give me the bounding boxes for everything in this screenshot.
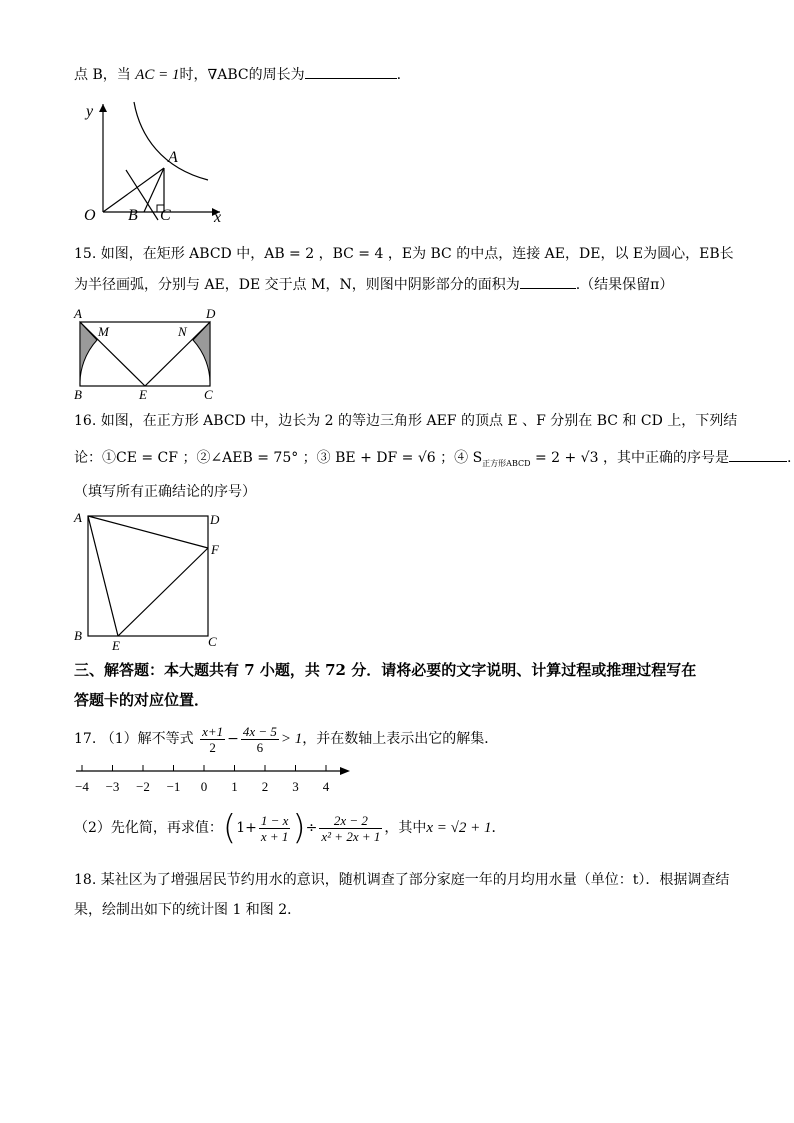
q15-figure [72,302,222,402]
y-axis-arrow [99,104,107,112]
label-A: A [74,306,82,321]
number-line-tick-label: 1 [231,779,238,794]
number-line [70,760,360,796]
q15-line1: 15. 如图，在矩形 ABCD 中，AB = 2 ，BC = 4 ，E为 BC 的中点，连接 AE，DE，以 E为圆心，EB长 [74,246,734,262]
q17-part2-end: ． [491,820,506,836]
q14-answer-blank [305,64,397,79]
fraction-1 [200,724,225,755]
q14-mid: 时，∇ABC的周长为 [179,67,305,83]
label-A: A [74,510,82,525]
q17-part2-mid: ，其中 [384,820,427,836]
q14-prefix: 点 B，当 [74,67,131,83]
q15-answer-blank [520,274,576,289]
fraction-2-den: 6 [256,739,264,755]
q16-line2-end: . [786,450,792,466]
label-F: F [211,542,219,557]
fraction-4-num: 2x − 2 [319,813,382,829]
segment-AE [88,516,118,636]
q17-part2-prefix: （2）先化简，再求值： [74,820,223,836]
fraction-4 [319,813,382,844]
q17-part1-suffix: ，并在数轴上表示出它的解集． [302,731,499,747]
q16-conclusions: 论：①CE = CF ；②∠AEB = 75° ；③ BE + DF = √6 ；④ S [74,450,483,466]
q15-line2-text: 为半径画弧，分别与 AE，DE 交于点 M，N，则图中阴影部分的面积为 [74,277,520,293]
shaded-region-left [80,322,97,386]
number-line-tick-label: 0 [200,779,208,794]
gt-one: > 1 [280,731,303,747]
fraction-4-den: x² + 2x + 1 [321,828,381,844]
minus-sign: − [227,731,239,747]
segment-OA [103,168,164,212]
square-ABCD [88,516,208,636]
q16-conclusion4: = 2 + √3 ，其中正确的序号是 [530,450,729,466]
fraction-2 [241,724,279,755]
q16-subscript: 正方形ABCD [482,458,531,468]
q18-line2: 果，绘制出如下的统计图 1 和图 2． [74,902,302,918]
number-line-tick-label: −1 [166,779,181,794]
q14-figure [70,96,240,226]
label-O: O [84,207,96,224]
section3-heading-line2: 答题卡的对应位置． [74,691,210,709]
q17-part2 [74,806,506,850]
number-line-tick-label: −3 [105,779,120,794]
number-line-tick-label: 3 [292,779,299,794]
label-C: C [204,387,213,402]
q16-line3: （填写所有正确结论的序号） [74,484,256,500]
q15-line2 [74,274,673,295]
label-E: E [112,638,120,652]
q16-answer-blank [729,447,787,462]
segment-AF [88,516,208,548]
q16-line1: 16. 如图，在正方形 ABCD 中，边长为 2 的等边三角形 AEF 的顶点 E 、F 分别在 BC 和 CD 上，下列结 [74,413,738,429]
number-line-tick-label: 4 [322,779,330,794]
label-M: M [98,324,109,339]
right-paren: ) [292,808,306,848]
q16-figure [70,506,230,652]
label-A: A [168,149,178,166]
number-line-arrow [340,767,350,775]
fraction-2-num: 4x − 5 [242,723,277,739]
q14-tail-line [74,64,401,85]
segment-AE [80,322,145,386]
left-paren: ( [222,808,237,848]
q14-condition: AC = 1 [135,67,180,83]
label-E: E [139,387,147,402]
q14-end: . [396,67,402,83]
q17-part1 [74,722,498,756]
number-line-tick-label: 2 [261,779,269,794]
q17-part1-prefix: 17. （1）解不等式 [74,731,194,747]
segment-EF [118,548,208,636]
label-x: x [214,209,222,226]
label-B: B [74,628,82,643]
one-plus: 1+ [236,820,257,836]
fraction-3 [259,813,291,844]
label-C: C [160,207,171,224]
label-N: N [178,324,187,339]
label-B: B [128,207,138,224]
label-D: D [210,512,220,527]
number-line-tick-label: −2 [136,779,150,794]
x-value: x = √2 + 1 [426,820,492,836]
divide-sign: ÷ [305,820,318,836]
fraction-3-den: x + 1 [260,828,289,844]
fraction-1-num: x+1 [202,723,224,739]
label-B: B [74,387,82,402]
hyperbola-curve [134,102,208,180]
q16-line2 [74,447,791,474]
q18-line1: 18. 某社区为了增强居民节约用水的意识，随机调查了部分家庭一年的月均用水量（单位：t）．根据调查结 [74,872,730,888]
q15-line2-end: .（结果保留π） [575,277,674,293]
label-C: C [208,634,217,649]
number-line-tick-label: −4 [75,779,89,794]
fraction-3-num: 1 − x [260,812,289,828]
label-D: D [206,306,216,321]
fraction-1-den: 2 [209,739,216,755]
section3-heading-line1: 三、解答题：本大题共有 7 小题，共 72 分．请将必要的文字说明、计算过程或推理过程写在 [74,661,697,679]
shaded-region-right [193,322,210,386]
label-y: y [86,103,94,120]
